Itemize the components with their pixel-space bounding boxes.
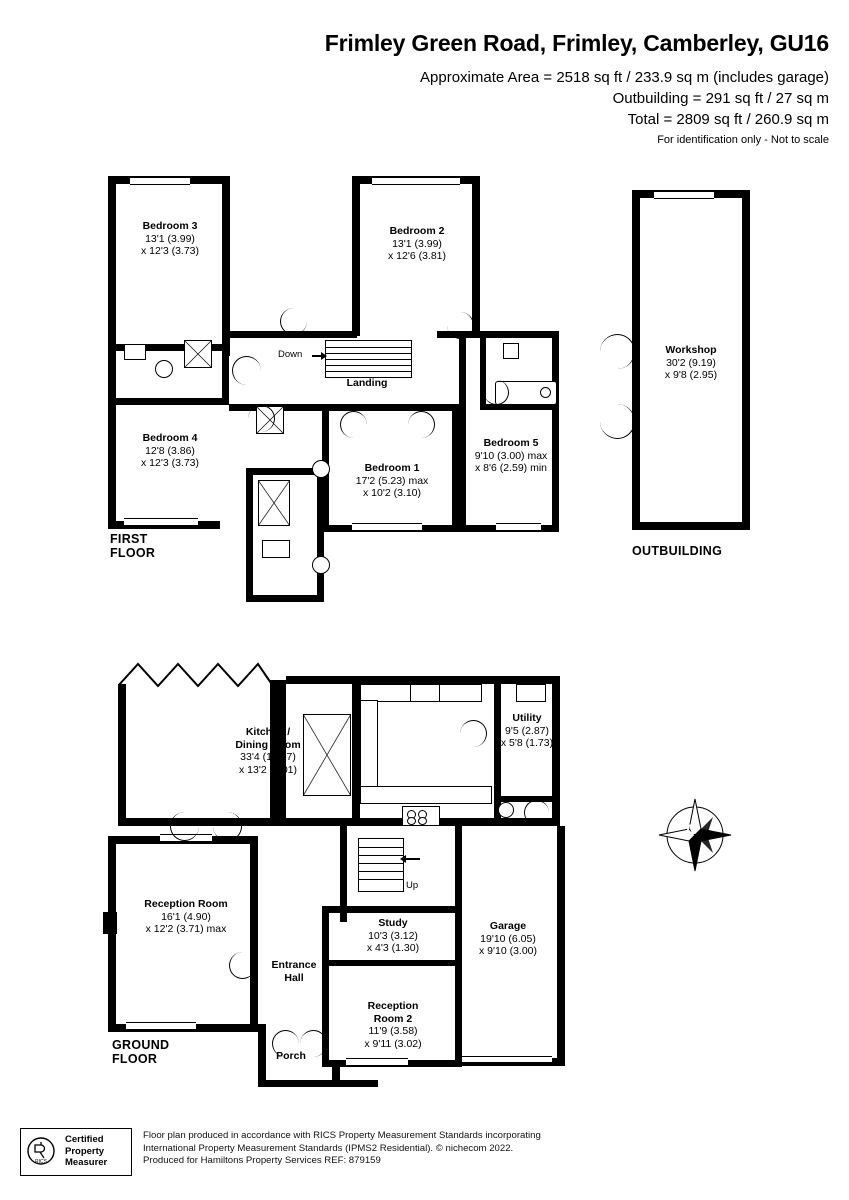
- area-line-1: Approximate Area = 2518 sq ft / 233.9 sq m (includes garage): [420, 69, 829, 86]
- wc-fixture: [312, 556, 330, 574]
- window: [126, 1022, 196, 1030]
- door-arc: [170, 812, 199, 841]
- door-arc: [524, 800, 549, 825]
- first-floor-label: FIRST FLOOR: [110, 532, 156, 560]
- room-kitchen-dining: Kitchen / Dining Room 33'4 (10.17) x 13'2 (4.01): [235, 726, 301, 776]
- sink-fixture: [516, 684, 546, 702]
- window: [352, 523, 422, 531]
- basin-fixture: [312, 460, 330, 478]
- door-arc: [447, 312, 474, 339]
- sink-fixture: [410, 684, 440, 702]
- wall: [352, 676, 560, 684]
- room-bedroom-1: Bedroom 1 17'2 (5.23) max x 10'2 (3.10): [355, 462, 429, 499]
- basin-fixture: [155, 360, 173, 378]
- kitchen-counter: [360, 786, 492, 804]
- wall: [108, 176, 116, 529]
- room-garage: Garage 19'10 (6.05) x 9'10 (3.00): [478, 920, 538, 957]
- wall: [352, 676, 360, 826]
- room-landing: Landing: [346, 377, 388, 389]
- room-study: Study 10'3 (3.12) x 4'3 (1.30): [366, 917, 420, 954]
- roof-zigzag: [118, 660, 278, 690]
- room-bedroom-3: Bedroom 3 13'1 (3.99) x 12'3 (3.73): [140, 220, 200, 257]
- shower-fixture: [184, 340, 212, 368]
- door-arc: [600, 404, 635, 439]
- room-porch: Porch: [276, 1050, 306, 1062]
- bath-tap: [540, 387, 551, 398]
- room-workshop: Workshop 30'2 (9.19) x 9'8 (2.95): [664, 344, 718, 381]
- stair-direction-label: Up: [406, 880, 419, 891]
- room-utility: Utility 9'5 (2.87) x 5'8 (1.73): [500, 712, 554, 749]
- footer-text: Floor plan produced in accordance with RICS Property Measurement Standards incorporating International Property Measurement Standards (IPMS2 Residential). © nichecom 2022. Produced for Hamiltons Property Services REF: 879159: [143, 1130, 541, 1166]
- wc-fixture: [498, 802, 514, 818]
- garage-door: [462, 1056, 552, 1063]
- wall: [108, 398, 222, 405]
- arrow-head: [400, 855, 406, 863]
- room-bedroom-4: Bedroom 4 12'8 (3.86) x 12'3 (3.73): [140, 432, 200, 469]
- door-arc: [248, 405, 275, 432]
- wall: [108, 836, 116, 1032]
- door-arc: [460, 720, 487, 747]
- window: [130, 177, 190, 185]
- door-arc: [229, 952, 256, 979]
- wall: [329, 404, 459, 411]
- wall: [480, 331, 559, 338]
- door-arc: [600, 334, 635, 369]
- compass-rose: [655, 795, 735, 875]
- door-arc: [484, 380, 509, 405]
- room-reception: Reception Room 16'1 (4.90) x 12'2 (3.71) max: [144, 898, 228, 935]
- wall: [246, 595, 324, 602]
- shower-fixture: [258, 480, 290, 526]
- hob-ring: [407, 817, 416, 825]
- page-title: Frimley Green Road, Frimley, Camberley, GU16: [324, 30, 829, 56]
- staircase-down: [325, 340, 412, 378]
- wall: [459, 336, 466, 532]
- compass-north-letter: N: [686, 821, 697, 837]
- rics-text: Certified Property Measurer: [65, 1134, 108, 1168]
- ground-floor-label: GROUND FLOOR: [112, 1038, 170, 1066]
- window: [346, 1058, 408, 1066]
- window: [654, 191, 714, 199]
- window: [124, 518, 198, 526]
- hob-ring: [418, 817, 427, 825]
- staircase-up: [358, 838, 404, 892]
- wall: [222, 176, 230, 356]
- area-line-2: Outbuilding = 291 sq ft / 27 sq m: [612, 90, 829, 107]
- wall: [222, 344, 229, 405]
- basin-fixture: [262, 540, 290, 558]
- wall: [552, 676, 560, 826]
- outbuilding-label: OUTBUILDING: [632, 544, 723, 558]
- stair-direction-label: Down: [278, 349, 303, 360]
- wall: [472, 176, 480, 336]
- area-line-3: Total = 2809 sq ft / 260.9 sq m: [627, 111, 829, 128]
- wall: [552, 336, 559, 532]
- wc-fixture: [124, 344, 146, 360]
- rics-logo: [21, 1129, 61, 1173]
- disclaimer-note: For identification only - Not to scale: [657, 134, 829, 146]
- door-arc: [213, 812, 242, 841]
- room-reception-2: Reception Room 2 11'9 (3.58) x 9'11 (3.02): [364, 1000, 422, 1050]
- wall: [118, 684, 126, 826]
- door-arc: [280, 308, 307, 335]
- fireplace: [103, 912, 117, 934]
- wall: [317, 468, 324, 602]
- wall: [632, 522, 750, 530]
- wall: [322, 906, 462, 913]
- room-bedroom-5: Bedroom 5 9'10 (3.00) max x 8'6 (2.59) min: [474, 437, 548, 474]
- door-arc: [232, 356, 261, 385]
- wall: [258, 1080, 378, 1087]
- room-entrance-hall: Entrance Hall: [271, 959, 317, 984]
- wc-fixture: [503, 343, 519, 359]
- room-bedroom-2: Bedroom 2 13'1 (3.99) x 12'6 (3.81): [387, 225, 447, 262]
- wall: [286, 676, 356, 684]
- arrow-head: [321, 352, 327, 360]
- wall: [352, 176, 360, 336]
- arrow-line: [404, 858, 420, 860]
- wall: [332, 1066, 340, 1086]
- window: [372, 177, 460, 185]
- window: [496, 523, 541, 531]
- svg-text:RICS: RICS: [35, 1159, 47, 1165]
- door-arc: [408, 411, 435, 438]
- wall: [246, 468, 253, 602]
- rics-badge: [20, 1128, 132, 1176]
- door-arc: [340, 411, 367, 438]
- wall: [322, 960, 462, 966]
